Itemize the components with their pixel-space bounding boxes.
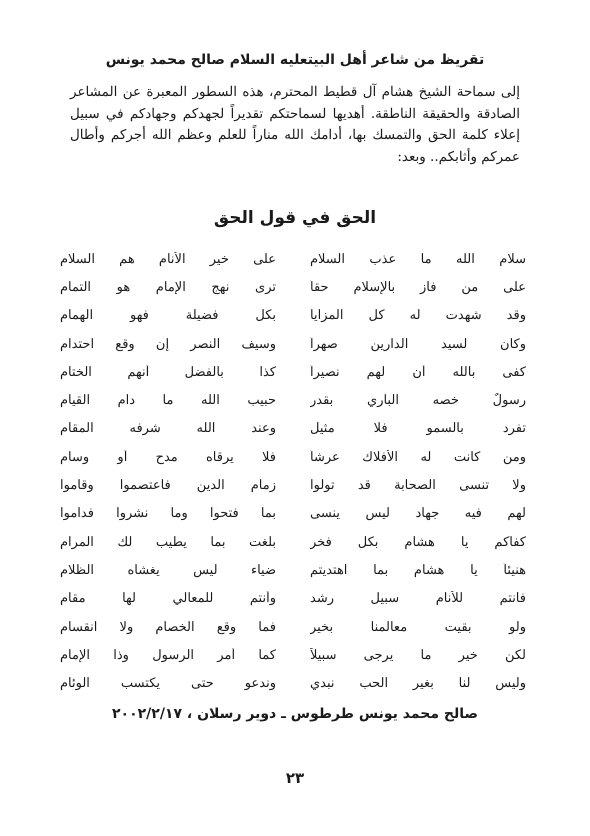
header-title: تقريظ من شاعر أهل البيتعليه السلام صالح محمد يونس: [105, 52, 485, 68]
verse-second-hemistich: وسيف النصر إن وقع احتدام: [60, 336, 276, 352]
verse-row: [60, 273, 526, 301]
verse-row: [60, 358, 526, 386]
verse-first-hemistich: لهم فيه جهاد ليس ينسى: [310, 506, 526, 522]
verse-second-hemistich: على خير الأنام هم السلام: [60, 251, 276, 267]
verse-first-hemistich: لكن خير ما يرجى سبيلاً: [310, 647, 526, 663]
verse-row: [60, 302, 526, 330]
verse-second-hemistich: زمام الدين فاعتصموا وقاموا: [60, 478, 276, 494]
verse-row: [60, 471, 526, 499]
verse-second-hemistich: بما فتحوا وما نشروا فداموا: [60, 506, 276, 522]
verse-row: [60, 443, 526, 471]
verse-row: [60, 641, 526, 669]
verse-first-hemistich: سلام الله ما عذب السلام: [310, 251, 526, 267]
verse-first-hemistich: وقد شهدت له كل المزايا: [310, 308, 526, 324]
verse-first-hemistich: تفرد بالسمو فلا مثيل: [310, 421, 526, 437]
poem-verses: [60, 245, 526, 698]
verse-first-hemistich: رسولٌ خصه الباري بقدر: [310, 393, 526, 409]
verse-first-hemistich: وكان لسيد الدارين صهراً: [310, 336, 526, 352]
verse-second-hemistich: بكل فضيلة فهو الهمام: [60, 308, 276, 324]
verse-row: [60, 500, 526, 528]
page-number: ٢٣: [285, 769, 305, 787]
verse-second-hemistich: فما وقع الخصام ولا انقسام: [60, 619, 276, 635]
verse-second-hemistich: وأنتم للمعالي لها مقام: [60, 591, 276, 607]
intro-paragraph: [70, 82, 520, 168]
verse-row: [60, 245, 526, 273]
verse-first-hemistich: على من فاز بالإسلام حقاً: [310, 279, 526, 295]
verse-first-hemistich: كفاكم يا هشام بكل فخر: [310, 534, 526, 550]
verse-first-hemistich: ولو بقيت معالمنا بخير: [310, 619, 526, 635]
verse-second-hemistich: وعند الله شرفه المقام: [60, 421, 276, 437]
verse-row: [60, 386, 526, 414]
intro-text: إلى سماحة الشيخ هشام آل قطيط المحترم، هذه السطور المعبرة عن المشاعر الصادقة والحقيقة الناطقة. أهديها لسماحتكم تقديراً لجهدكم وجهادكم في سبيل إعلاء كلمة الحق والتمسك بها، أدامك الله مناراً للعلم وعظم الله أجركم وأطال عمركم وأثابكم.. وبعد:: [70, 84, 520, 165]
verse-second-hemistich: ضياء ليس يغشاه الظلام: [60, 562, 276, 578]
verse-second-hemistich: فلا يرقاه مدح أو وسام: [60, 449, 276, 465]
verse-second-hemistich: حبيب الله ما دام القيام: [60, 393, 276, 409]
verse-row: [60, 415, 526, 443]
verse-row: [60, 669, 526, 697]
verse-first-hemistich: ولا تنسى الصحابة قد تولوا: [310, 478, 526, 494]
verse-second-hemistich: ترى نهج الإمام هو التمام: [60, 279, 276, 295]
verse-row: [60, 585, 526, 613]
signature: صالح محمد يونس طرطوس ـ دوير رسلان ، ٢٠٠٢/٢/١٧: [111, 706, 479, 722]
verse-first-hemistich: كفى بالله أن لهم نصيراً: [310, 364, 526, 380]
verse-first-hemistich: وليس لنا بغير الحب نبدي: [310, 676, 526, 692]
verse-second-hemistich: وندعو حتى يكتسب الوئام: [60, 676, 276, 692]
verse-row: [60, 613, 526, 641]
verse-first-hemistich: ومن كانت له الأفلاك عرشاً: [310, 449, 526, 465]
verse-second-hemistich: كما أمر الرسول وذا الإمام: [60, 647, 276, 663]
verse-second-hemistich: كذا بالفضل أنهم الختام: [60, 364, 276, 380]
verse-first-hemistich: فأنتم للأنام سبيل رشد: [310, 591, 526, 607]
poem-title: الحق في قول الحق: [213, 208, 377, 228]
verse-row: [60, 556, 526, 584]
verse-first-hemistich: هنيئاً يا هشام بما اهتديتم: [310, 562, 526, 578]
verse-second-hemistich: بلغت بما يطيب لك المرام: [60, 534, 276, 550]
verse-row: [60, 528, 526, 556]
verse-row: [60, 330, 526, 358]
